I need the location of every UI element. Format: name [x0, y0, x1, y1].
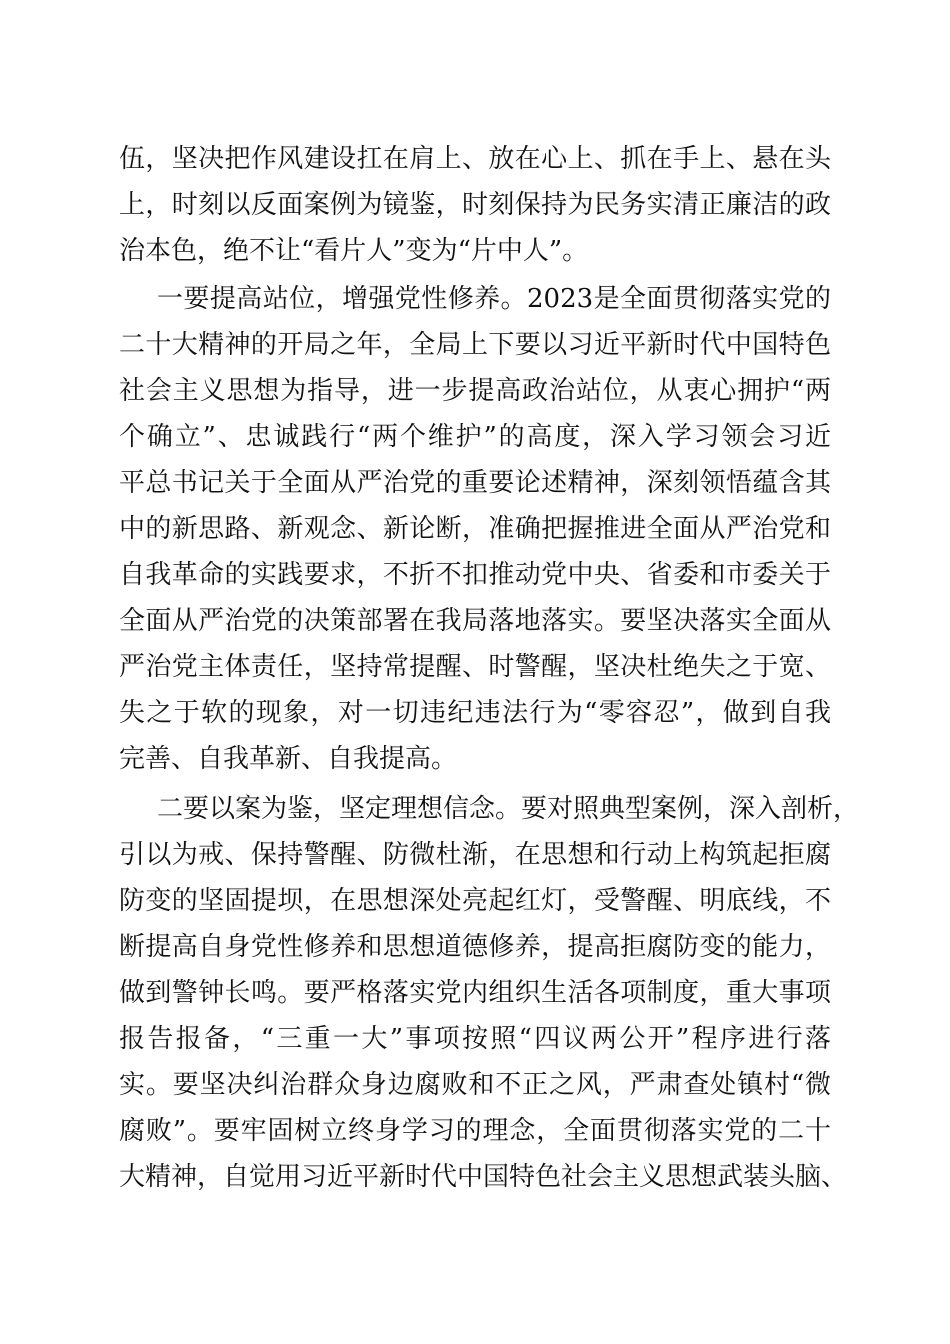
paragraph-2-first-line: 二要以案为鉴，坚定理想信念。要对照典型案例，深入剖析， [157, 794, 860, 824]
text-line-9: 中的新思路、新观念、新论断，准确把握推进全面从严治党和 [119, 514, 831, 544]
text-line-10: 自我革命的实践要求，不折不扣推动党中央、省委和市委关于 [119, 560, 831, 590]
text-line-21: 实。要坚决纠治群众身边腐败和不正之风，严肃查处镇村“微 [119, 1070, 831, 1100]
text-line-11: 全面从严治党的决策部署在我局落地落实。要坚决落实全面从 [119, 606, 831, 636]
text-line-20: 报告报备，“三重一大”事项按照“四议两公开”程序进行落 [119, 1024, 831, 1054]
text-line-14: 完善、自我革新、自我提高。 [119, 744, 458, 774]
text-line-17: 防变的坚固提坝，在思想深处亮起红灯，受警醒、明底线，不 [119, 886, 831, 916]
text-line-12: 严治党主体责任，坚持常提醒、时警醒，坚决杜绝失之于宽、 [119, 652, 831, 682]
paragraph-1-first-line: 一要提高站位，增强党性修养。2023是全面贯彻落实党的 [157, 284, 831, 314]
text-line-2: 上，时刻以反面案例为镜鉴，时刻保持为民务实清正廉洁的政 [119, 190, 831, 220]
text-line-23: 大精神，自觉用习近平新时代中国特色社会主义思想武装头脑、 [119, 1162, 848, 1192]
text-line-1: 伍，坚决把作风建设扛在肩上、放在心上、抓在手上、悬在头 [119, 144, 831, 174]
text-line-6: 社会主义思想为指导，进一步提高政治站位，从衷心拥护“两 [119, 376, 831, 406]
text-line-18: 断提高自身党性修养和思想道德修养，提高拒腐防变的能力， [119, 932, 831, 962]
text-line-5: 二十大精神的开局之年，全局上下要以习近平新时代中国特色 [119, 330, 831, 360]
text-line-8: 平总书记关于全面从严治党的重要论述精神，深刻领悟蕴含其 [119, 468, 831, 498]
text-line-16: 引以为戒、保持警醒、防微杜渐，在思想和行动上构筑起拒腐 [119, 840, 831, 870]
text-line-3: 治本色，绝不让“看片人”变为“片中人”。 [119, 236, 589, 266]
text-line-22: 腐败”。要牢固树立终身学习的理念，全面贯彻落实党的二十 [119, 1116, 831, 1146]
text-line-13: 失之于软的现象，对一切违纪违法行为“零容忍”，做到自我 [119, 698, 831, 728]
text-line-7: 个确立”、忠诚践行“两个维护”的高度，深入学习领会习近 [119, 422, 831, 452]
text-line-19: 做到警钟长鸣。要严格落实党内组织生活各项制度，重大事项 [119, 978, 831, 1008]
